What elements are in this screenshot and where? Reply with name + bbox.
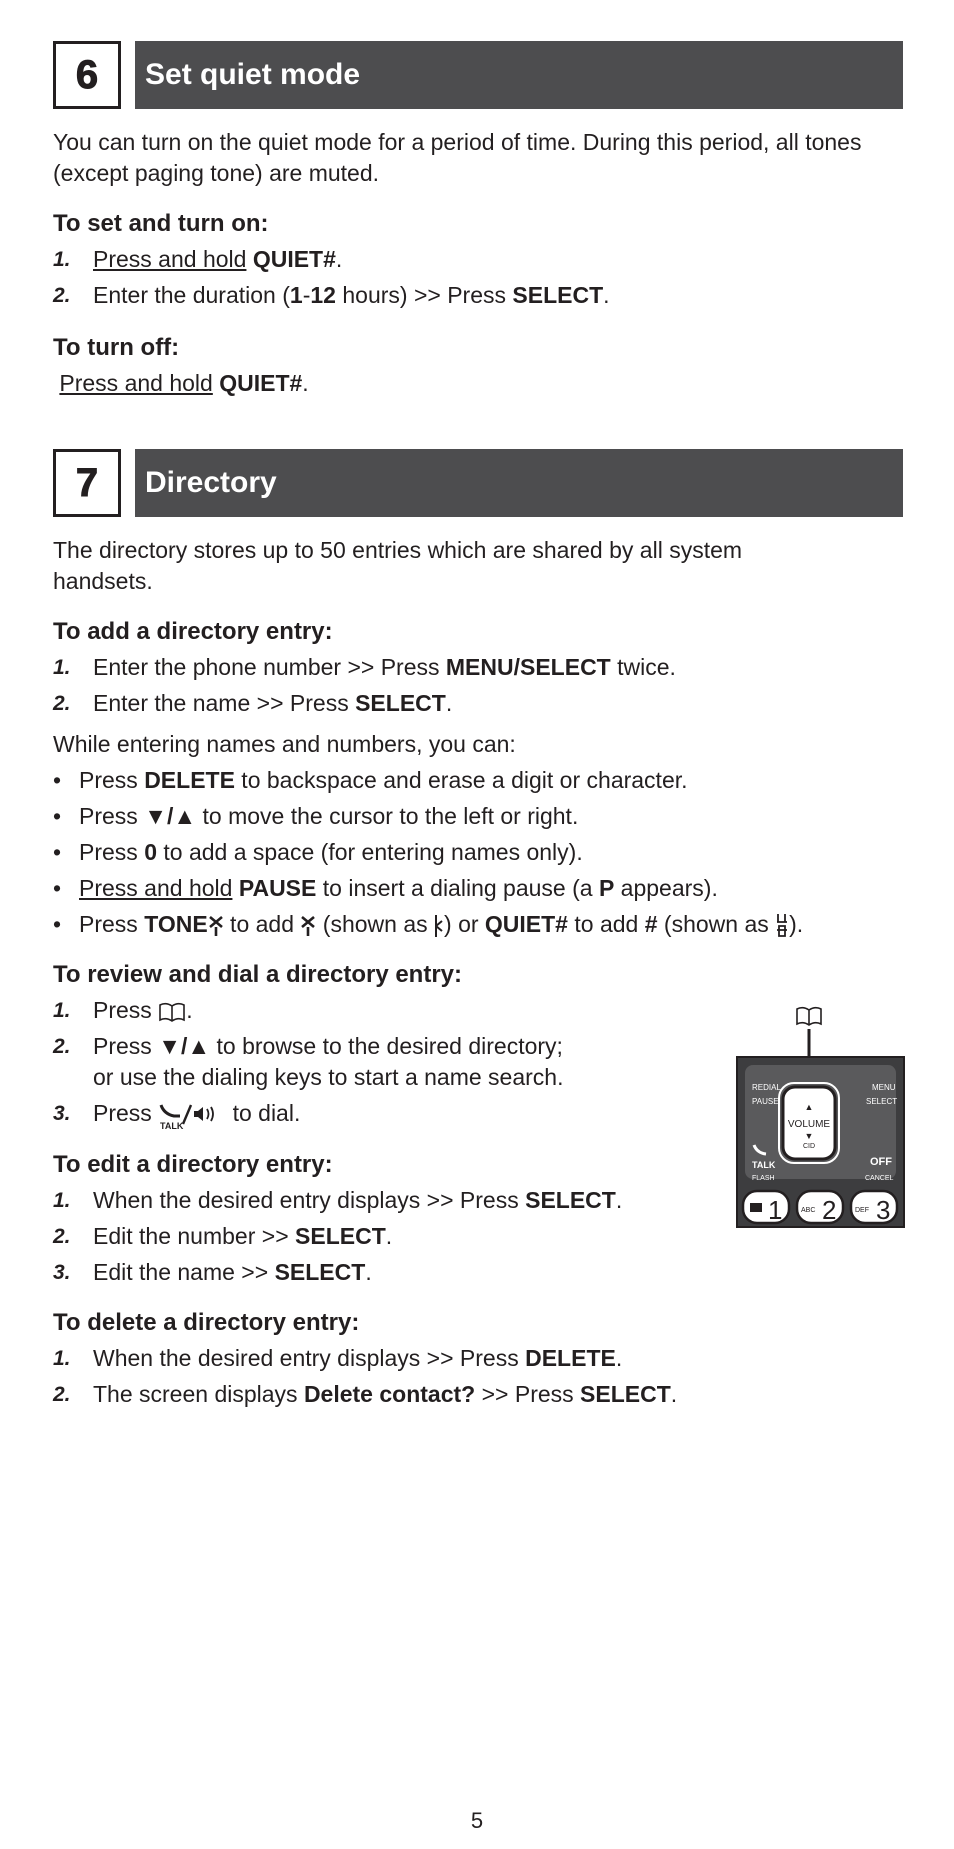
add-step-2: 2. Enter the name >> Press SELECT. [53,690,453,716]
set-step-1: 1. Press and hold QUIET#. [53,246,343,272]
bullet-space: • Press 0 to add a space (for entering names only). [53,839,583,865]
edit-step-1: 1. When the desired entry displays >> Press SELECT. [53,1186,623,1213]
section-6-header [53,41,903,109]
delete-step-2: 2. The screen displays Delete contact? >> Press SELECT. [53,1380,678,1407]
section-title: Directory [135,449,903,517]
svg-text:OFF: OFF [870,1156,892,1168]
delete-heading: To delete a directory entry: [53,1308,360,1336]
set-step-2: 2. Enter the duration (1-12 hours) >> Press SELECT. [53,282,610,308]
svg-text:2: 2 [822,1195,837,1225]
talk-speaker-icon [158,1100,226,1130]
svg-text:ABC: ABC [801,1207,816,1214]
bullet-cursor: • Press ▼/▲ to move the cursor to the left or right. [53,803,579,829]
talk-label: TALK [160,1120,184,1130]
svg-text:VOLUME: VOLUME [787,1119,831,1130]
review-step-3: 3. Press TALK to dial. [53,1100,301,1130]
svg-text:▲: ▲ [804,1102,814,1112]
off-heading: To turn off: [53,334,180,361]
svg-text:▼: ▼ [804,1131,814,1141]
edit-step-3: 3. Edit the name >> SELECT. [53,1258,372,1285]
voicemail-icon [750,1203,762,1212]
section-number: 7 [53,449,121,517]
off-instruction: Press and hold QUIET#. [59,370,309,396]
bullet-pause: • Press and hold PAUSE to insert a dialing pause (a P appears). [53,875,718,901]
section-7-intro: The directory stores up to 50 entries which are shared by all system handsets. [53,537,743,594]
tone-display-icon [434,914,444,938]
edit-step-2: 2. Edit the number >> SELECT. [53,1222,393,1249]
directory-book-icon [797,1008,821,1025]
add-step-1: 1. Enter the phone number >> Press MENU/SELECT twice. [53,654,676,680]
bullet-tone: • Press TONE to add (shown as ) or QUIET# to add # (shown as ). [53,911,804,937]
svg-text:3: 3 [876,1195,891,1225]
bullet-delete: • Press DELETE to backspace and erase a digit or character. [53,767,688,793]
page-number: 5 [470,1808,484,1833]
svg-text:PAUSE: PAUSE [752,1097,779,1106]
svg-text:MENU: MENU [872,1083,896,1092]
review-step-1: 1. Press . [53,997,193,1023]
handset-keypad-illustration [735,1005,906,1230]
section-number: 6 [53,41,121,109]
section-7-header [53,449,903,517]
tone-star-icon [208,915,224,937]
quiet-display-icon [775,913,789,939]
while-entering: While entering names and numbers, you can: [53,731,516,757]
add-heading: To add a directory entry: [53,618,333,645]
svg-text:CID: CID [802,1143,816,1150]
review-step-2: 2. Press ▼/▲ to browse to the desired directory; or use the dialing keys to start a name search. [53,1033,564,1090]
section-title: Set quiet mode [135,41,903,109]
svg-text:DEF: DEF [855,1207,869,1214]
set-heading: To set and turn on: [53,210,269,237]
review-heading: To review and dial a directory entry: [53,961,463,988]
svg-text:1: 1 [768,1195,783,1225]
svg-text:FLASH: FLASH [752,1175,775,1182]
svg-text:SELECT: SELECT [866,1097,898,1106]
edit-heading: To edit a directory entry: [53,1150,333,1178]
svg-text:TALK: TALK [752,1160,776,1170]
section-6-intro: You can turn on the quiet mode for a period of time. During this period, all tones (except paging tone) are muted. [53,129,862,186]
delete-step-1: 1. When the desired entry displays >> Press DELETE. [53,1344,623,1371]
svg-text:CANCEL: CANCEL [865,1175,894,1182]
directory-book-icon [158,1001,186,1023]
svg-text:REDIAL: REDIAL [752,1083,781,1092]
star-icon [300,915,316,937]
